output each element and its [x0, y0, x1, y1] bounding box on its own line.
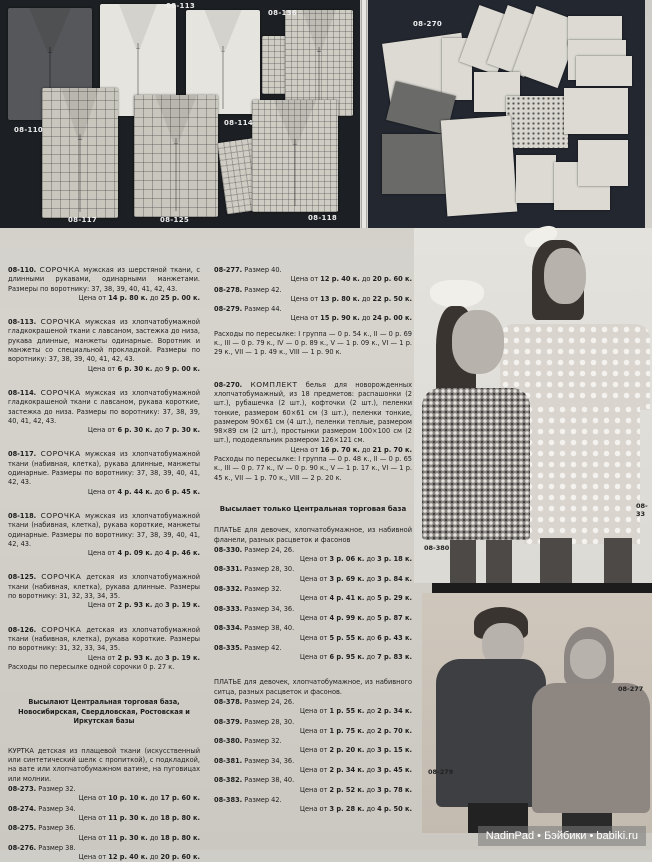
photo-label: 08-114 [224, 119, 254, 127]
linen-item-image [576, 56, 632, 86]
item-description: мужская из шерстяной ткани, с длинными рукавами, одинарными манжетами. Размеры по воротнику: 37, 38, 39, 40, 41, 42, 43. [8, 266, 200, 293]
item-description: детская из плащевой ткани (искусственный или синтетический шелк с пропиткой), с подкладкой, на вате или хлопчатобумажном ватине, на пуговицах или молнии. [8, 746, 200, 783]
size-entry: 08-274. Размер 34. Цена от 11 р. 30 к. до 18 р. 80 к. [8, 804, 200, 822]
left-text-column [8, 265, 200, 862]
item-price: Цена от 6 р. 30 к. до 7 р. 30 к. [87, 426, 200, 435]
size-entry: 08-383. Размер 42. Цена от 3 р. 28 к. до 4 р. 50 к. [214, 795, 412, 814]
shipping-note: Расходы по пересылке: I группа — 0 р. 54 к., II — 0 р. 69 к., III — 0 р. 79 к., IV — 0 р. 89 к., V — 1 р. 09 к., VI — 1 р. 29 к., VII — 1 р. 49 к., VIII — 1 р. 90 к. [214, 329, 412, 357]
photo-label: 08-380 [424, 544, 450, 552]
item-price: Цена от 13 р. 80 к. до 22 р. 50 к. [290, 294, 412, 303]
item-description: детская из хлопчатобумажной ткани (набивная, клетка), рукава короткие. Размеры по воротнику: 31, 32, 33, 34, 35. [8, 625, 200, 653]
face-image [544, 248, 586, 304]
item-price: Цена от 14 р. 80 к. до 25 р. 00 к. [78, 293, 200, 302]
linen-item-image [516, 155, 556, 203]
item-kind: ПЛАТЬЕ [214, 526, 242, 535]
item-description: мужская из хлопчатобумажной гладкокрашеной ткани с лавсаном, рукава короткие, застежка до низа. Размеры по воротнику: 37, 38, 39, 40, 41, 42, 43. [8, 388, 200, 425]
item-price: Цена от 11 р. 30 к. до 18 р. 80 к. [78, 813, 200, 822]
item-kind: СОРОЧКА [41, 624, 82, 634]
item-kind: СОРОЧКА [40, 387, 81, 397]
size-entry: 08-378. Размер 24, 26. Цена от 1 р. 55 к. до 2 р. 34 к. [214, 697, 412, 716]
catalog-entry [8, 317, 200, 374]
item-price: Цена от 4 р. 09 к. до 4 р. 46 к. [87, 549, 200, 558]
shipping-note: Расходы по пересылке одной сорочки 0 р. 27 к. [8, 662, 175, 671]
item-description: белья для новорожденных хлопчатобумажный, из 18 предметов: распашонки (2 шт.), рубашечка (2 шт.), кофточки (2 шт.), пеленки тонкие, размером 60×61 см (3 шт.), пеленки тонкие, размером 90×61 см (4 шт.), пеленки теплые, размером 98×89 см (2 шт.), простынки размером 100×100 см (2 шт.), пододеяльник размером 126×121 см. [214, 380, 412, 445]
catalog-entry [8, 265, 200, 303]
shipping-note: Расходы по пересылке: I группа — 0 р. 48 к., II — 0 р. 65 к., III — 0 р. 77 к., IV — 0 р. 90 к., V — 1 р. 17 к., VI — 1 р. 45 к., VII — 1 р. 70 к., VIII — 2 р. 20 к. [214, 455, 412, 482]
size-entry: 08-331. Размер 28, 30. Цена от 3 р. 69 к. до 3 р. 84 к. [214, 565, 412, 583]
shirt-image [42, 88, 118, 218]
catalog-entry [8, 511, 200, 558]
item-price: Цена от 4 р. 44 к. до 6 р. 45 к. [87, 487, 200, 496]
kids-jackets-photo [422, 593, 652, 833]
column-divider [361, 0, 367, 228]
item-kind: СОРОЧКА [40, 317, 81, 327]
item-kind: СОРОЧКА [40, 510, 81, 520]
item-code: 08-118. [8, 511, 37, 520]
item-code: 08-117. [8, 450, 37, 459]
shirt-image [252, 100, 338, 212]
legs-image [604, 538, 632, 583]
legs-image [486, 540, 512, 583]
item-description: мужская из хлопчатобумажной ткани (набивная, клетка), рукава длинные, манжеты одинарные. Размеры по воротнику: 37, 38, 39, 40, 41, 42, 43. [8, 450, 200, 487]
size-entry: 08-276. Размер 38. Цена от 12 р. 40 к. до 20 р. 60 к. [8, 843, 200, 862]
shirts-photo [0, 0, 360, 228]
linen-item-image [506, 96, 568, 148]
legs-image [450, 540, 476, 583]
bases-note: Высылают Центральная торговая база, Новосибирская, Свердловская, Ростовская и Иркутская базы [18, 698, 190, 726]
photo-divider-band [432, 583, 652, 593]
item-code: 08-125. [8, 573, 37, 582]
item-description: для девочек, хлопчатобумажное, из набивной фланели, разных расцветок и фасонов [214, 526, 412, 544]
item-kind: ПЛАТЬЕ [214, 678, 242, 687]
size-entry: 08-278. Размер 42. Цена от 13 р. 80 к. до 22 р. 50 к. [214, 285, 412, 303]
size-entry: 08-382. Размер 38, 40. Цена от 2 р. 52 к. до 3 р. 78 к. [214, 776, 412, 794]
item-price: Цена от 12 р. 40 к. до 20 р. 60 к. [78, 853, 200, 862]
photo-label: 08-277 [618, 685, 644, 693]
legs-image [540, 538, 572, 583]
dress-chintz-description [214, 678, 412, 697]
dress-skirt-image [524, 404, 640, 544]
size-entry: 08-381. Размер 34, 36. Цена от 2 р. 34 к. до 3 р. 45 к. [214, 756, 412, 775]
item-description: для девочек, хлопчатобумажное, из набивного ситца, разных расцветок и фасонов. [214, 678, 412, 696]
photo-label: 08-270 [413, 20, 443, 28]
catalog-entry [8, 625, 200, 663]
item-code: 08-270. [214, 380, 243, 389]
linen-item-image [578, 140, 628, 186]
item-code: 08-126. [8, 625, 37, 634]
size-entry: 08-277. Размер 40. Цена от 12 р. 40 к. до 20 р. 60 к. [214, 266, 412, 284]
girls-dresses-photo [414, 228, 652, 583]
photo-label: 08-125 [160, 216, 190, 224]
photo-label: 08-136 [268, 9, 298, 17]
catalog-entry [8, 572, 200, 610]
shirt-image [134, 95, 218, 217]
size-entry: 08-334. Размер 38, 40. Цена от 5 р. 55 к. до 6 р. 43 к. [214, 624, 412, 642]
size-entry: 08-275. Размер 36. Цена от 11 р. 30 к. до 18 р. 80 к. [8, 824, 200, 842]
size-entry: 08-330. Размер 24, 26. Цена от 3 р. 06 к. до 3 р. 18 к. [214, 545, 412, 564]
face-image [452, 310, 504, 374]
item-price: Цена от 10 р. 10 к. до 17 р. 60 к. [78, 794, 200, 803]
item-kind: КОМПЛЕКТ [250, 379, 298, 389]
item-description: мужская из хлопчатобумажной ткани (набивная, клетка), рукава короткие, манжеты одинарные. Размеры по воротнику: 37, 38, 39, 40, 41, 42, 43. [8, 511, 200, 548]
size-entry: 08-380. Размер 32. Цена от 2 р. 20 к. до 3 р. 15 к. [214, 737, 412, 755]
item-price: Цена от 15 р. 90 к. до 24 р. 00 к. [290, 314, 412, 323]
item-kind: КУРТКА [8, 746, 34, 755]
size-entry: 08-335. Размер 42. Цена от 6 р. 95 к. до 7 р. 83 к. [214, 643, 412, 662]
linen-set-photo [368, 0, 645, 228]
catalog-entry [8, 388, 200, 435]
size-entry: 08-379. Размер 28, 30. Цена от 1 р. 75 к. до 2 р. 70 к. [214, 717, 412, 735]
catalog-entry [214, 380, 412, 455]
middle-text-column [214, 265, 412, 815]
face-image [570, 639, 606, 679]
size-entry: 08-273. Размер 32. Цена от 10 р. 10 к. до 17 р. 60 к. [8, 785, 200, 803]
item-kind: СОРОЧКА [40, 449, 81, 459]
photo-label: 08-33 [636, 502, 648, 518]
size-entry: 08-333. Размер 34, 36. Цена от 4 р. 99 к. до 5 р. 87 к. [214, 604, 412, 622]
item-price: Цена от 12 р. 40 к. до 20 р. 60 к. [290, 275, 412, 284]
item-kind: СОРОЧКА [41, 572, 82, 582]
photo-label: 08-113 [166, 2, 196, 10]
item-kind: СОРОЧКА [39, 265, 80, 274]
central-base-note: Высылает только Центральная торговая база [219, 504, 407, 513]
linen-item-image [564, 88, 628, 134]
photo-label: 08-110 [14, 126, 44, 134]
catalog-entry [8, 449, 200, 496]
item-price: Цена от 6 р. 30 к. до 9 р. 00 к. [87, 364, 200, 373]
dress-image [422, 388, 530, 540]
light-jacket-image [532, 683, 650, 813]
photo-label: 08-117 [68, 216, 98, 224]
item-price: Цена от 11 р. 30 к. до 18 р. 80 к. [78, 833, 200, 842]
size-entry: 08-279. Размер 44. Цена от 15 р. 90 к. до 24 р. 00 к. [214, 305, 412, 323]
item-description: мужская из хлопчатобумажной гладкокрашеной ткани с лавсаном, застежка до низа, рукава длинные, манжеты одинарные. Воротник и манжеты со специальной прокладкой. Размеры по воротнику: 37, 38, 39, 40, 41, 42, 43. [8, 318, 200, 364]
item-price: Цена от 16 р. 70 к. до 21 р. 70 к. [290, 445, 412, 454]
photo-label: 08-118 [308, 214, 338, 222]
size-entry: 08-332. Размер 32. Цена от 4 р. 41 к. до 5 р. 29 к. [214, 585, 412, 603]
item-price: Цена от 2 р. 93 к. до 3 р. 19 к. [87, 653, 200, 662]
item-code: 08-114. [8, 388, 37, 397]
item-description: детская из хлопчатобумажной ткани (набивная, клетка), рукава длинные. Размеры по воротнику: 31, 32, 33, 34, 35. [8, 573, 200, 601]
hair-bow-image [430, 280, 484, 308]
item-code: 08-110. [8, 266, 37, 274]
jacket-description [8, 747, 200, 784]
photo-label: 08-279 [428, 768, 454, 776]
linen-item-image [441, 116, 518, 217]
item-code: 08-113. [8, 318, 37, 327]
dark-jacket-image [436, 659, 546, 807]
item-price: Цена от 2 р. 93 к. до 3 р. 19 к. [87, 601, 200, 610]
dress-flannel-description [214, 526, 412, 545]
watermark: NadinPad • Бэйбики • babiki.ru [478, 826, 646, 846]
